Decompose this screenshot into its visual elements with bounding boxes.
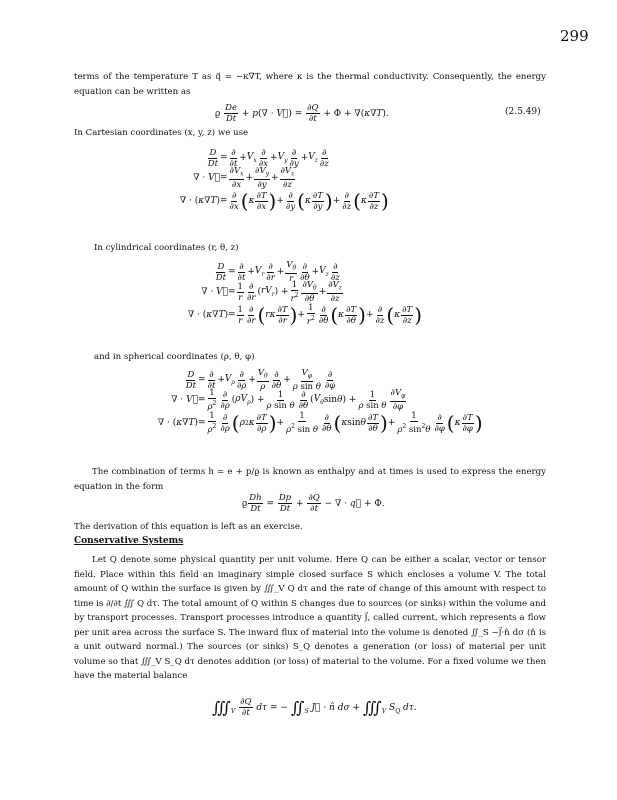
paragraph-cartesian: In Cartesian coordinates (x, y, z) we use (74, 128, 249, 138)
page-number: 299 (560, 27, 589, 45)
material-balance-equation: $∭_V$ $\frac{\partial Q}{\partial t}$ dτ = − $∬_S$ J⃗ · n̂ $d\sigma + ∭_V$ $S_Q$ dτ. (212, 697, 417, 718)
spherical-equations: $\frac{D}{Dt}$ = $\frac{\partial}{\partial t}$ + $V_\rho$ $\frac{\partial}{\partial\rho}$ + $\frac{V_\theta}{\rho}$ $\frac{\partial}{\partial\theta}$ + $\frac{V_\varphi}{\text{ρ sin θ}}$ $\frac{\partial}{\partial\varphi}$ ∇ · V⃗ = $\frac{1}{\rho^2}$ $\frac{\partial}{\partial\rho}$ ( $\rho V_\rho$ ) + $\frac{1}{\text{ρ sin θ}}$ $\frac{\partial}{\partial\theta}$ ( $V_\theta$ sin θ ) + $\frac{1}{\text{ρ sin θ}}$ $\frac{\partial V_\varphi}{\partial\varphi}$ ∇ · (κ∇T) = $\frac{1}{\rho^2}$ $\frac{\partial}{\partial\rho}$ ( ρ 2 κ $\frac{\partial T}{\partial\rho}$ ) + $\frac{1}{\rho^2 \sin \theta}$ $\frac{\partial}{\partial\theta}$ ( κ sin θ $\frac{\partial T}{\partial\theta}$ ) + $\frac{1}{\rho^2 \sin^2\theta}$ $\frac{\partial}{\partial\varphi}$ ( κ $\frac{\partial T}{\partial\varphi}$ ) (157, 367, 483, 435)
paragraph-thermal-intro: terms of the temperature T as q⃗ = −κ∇T, where κ is the thermal conductivity. Consequently, the energy equation can be written as (74, 72, 546, 97)
cylindrical-equations: $\frac{D}{Dt}$ = $\frac{\partial}{\partial t}$ + $V_r$ $\frac{\partial}{\partial r}$ + $\frac{V_\theta}{r}$ $\frac{\partial}{\partial\theta}$ + $V_z$ $\frac{\partial}{\partial z}$ ∇ · V⃗ = $\frac{1}{r}$ $\frac{\partial}{\partial r}$ ( $rV_r$ ) + $\frac{1}{r^2}$ $\frac{\partial V_\theta}{\partial\theta}$ + $\frac{\partial V_z}{\partial z}$ ∇ · (κ∇T) = $\frac{1}{r}$ $\frac{\partial}{\partial r}$ ( rκ $\frac{\partial T}{\partial r}$ ) + $\frac{1}{r^2}$ $\frac{\partial}{\partial\theta}$ ( κ $\frac{\partial T}{\partial\theta}$ ) + $\frac{\partial}{\partial z}$ ( κ $\frac{\partial T}{\partial z}$ ) (187, 259, 423, 327)
cartesian-equations: $\frac{D}{Dt}$ = $\frac{\partial}{\partial t}$ + $V_x$ $\frac{\partial}{\partial x}$ + $V_y$ $\frac{\partial}{\partial y}$ + $V_z$ $\frac{\partial}{\partial z}$ ∇ · V⃗ = $\frac{\partial V_x}{\partial x}$ + $\frac{\partial V_y}{\partial y}$ + $\frac{\partial V_z}{\partial z}$ ∇ · (κ∇T) = $\frac{\partial}{\partial x}$ ( κ $\frac{\partial T}{\partial x}$ ) + $\frac{\partial}{\partial y}$ ( κ $\frac{\partial T}{\partial y}$ ) + $\frac{\partial}{\partial z}$ ( κ $\frac{\partial T}{\partial z}$ ) (179, 147, 389, 213)
paragraph-exercise: The derivation of this equation is left as an exercise. (74, 522, 303, 532)
paragraph-spherical: and in spherical coordinates (ρ, θ, φ) (94, 352, 255, 362)
section-heading: Conservative Systems (74, 536, 184, 546)
energy-equation: ϱ $\frac{De}{Dt}$ + p(∇ · V⃗) = $\frac{\partial Q}{\partial t}$ + Φ + ∇(κ∇T). (215, 103, 389, 124)
paragraph-enthalpy: The combination of terms h = e + p/ϱ is known as enthalpy and at times is used to express the energy equation in the form (74, 467, 546, 492)
paragraph-cylindrical: In cylindrical coordinates (r, θ, z) (94, 243, 239, 253)
paragraph-conservative-systems: Let Q denote some physical quantity per unit volume. Here Q can be either a scalar, vector or tensor field. Place within this field an imaginary simple closed surface S which encloses a volume V. The total amount of Q within the surface is given by ∭_V Q dτ and the rate of change of this amount with respect to time is ∂/∂t ∭ Q dτ. The total amount of Q within S changes due to sources (or sinks) within the volume and by transport processes. Transport processes introduce a quantity J⃗, called current, which represents a flow per unit area across the surface S. The inward flux of material into the volume is denoted ∬_S −J⃗·n̂ dσ (n̂ is a unit outward normal.) The sources (or sinks) S_Q denotes a generation (or loss) of material per unit volume so that ∭_V S_Q dτ denotes addition (or loss) of material to the volume. For a fixed volume we then have the material balance (74, 555, 546, 681)
enthalpy-equation: ϱ $\frac{Dh}{Dt}$ = $\frac{Dp}{Dt}$ + $\frac{\partial Q}{\partial t}$ − ∇ · q⃗ + Φ. (242, 493, 385, 514)
equation-number: (2.5.49) (505, 107, 541, 117)
